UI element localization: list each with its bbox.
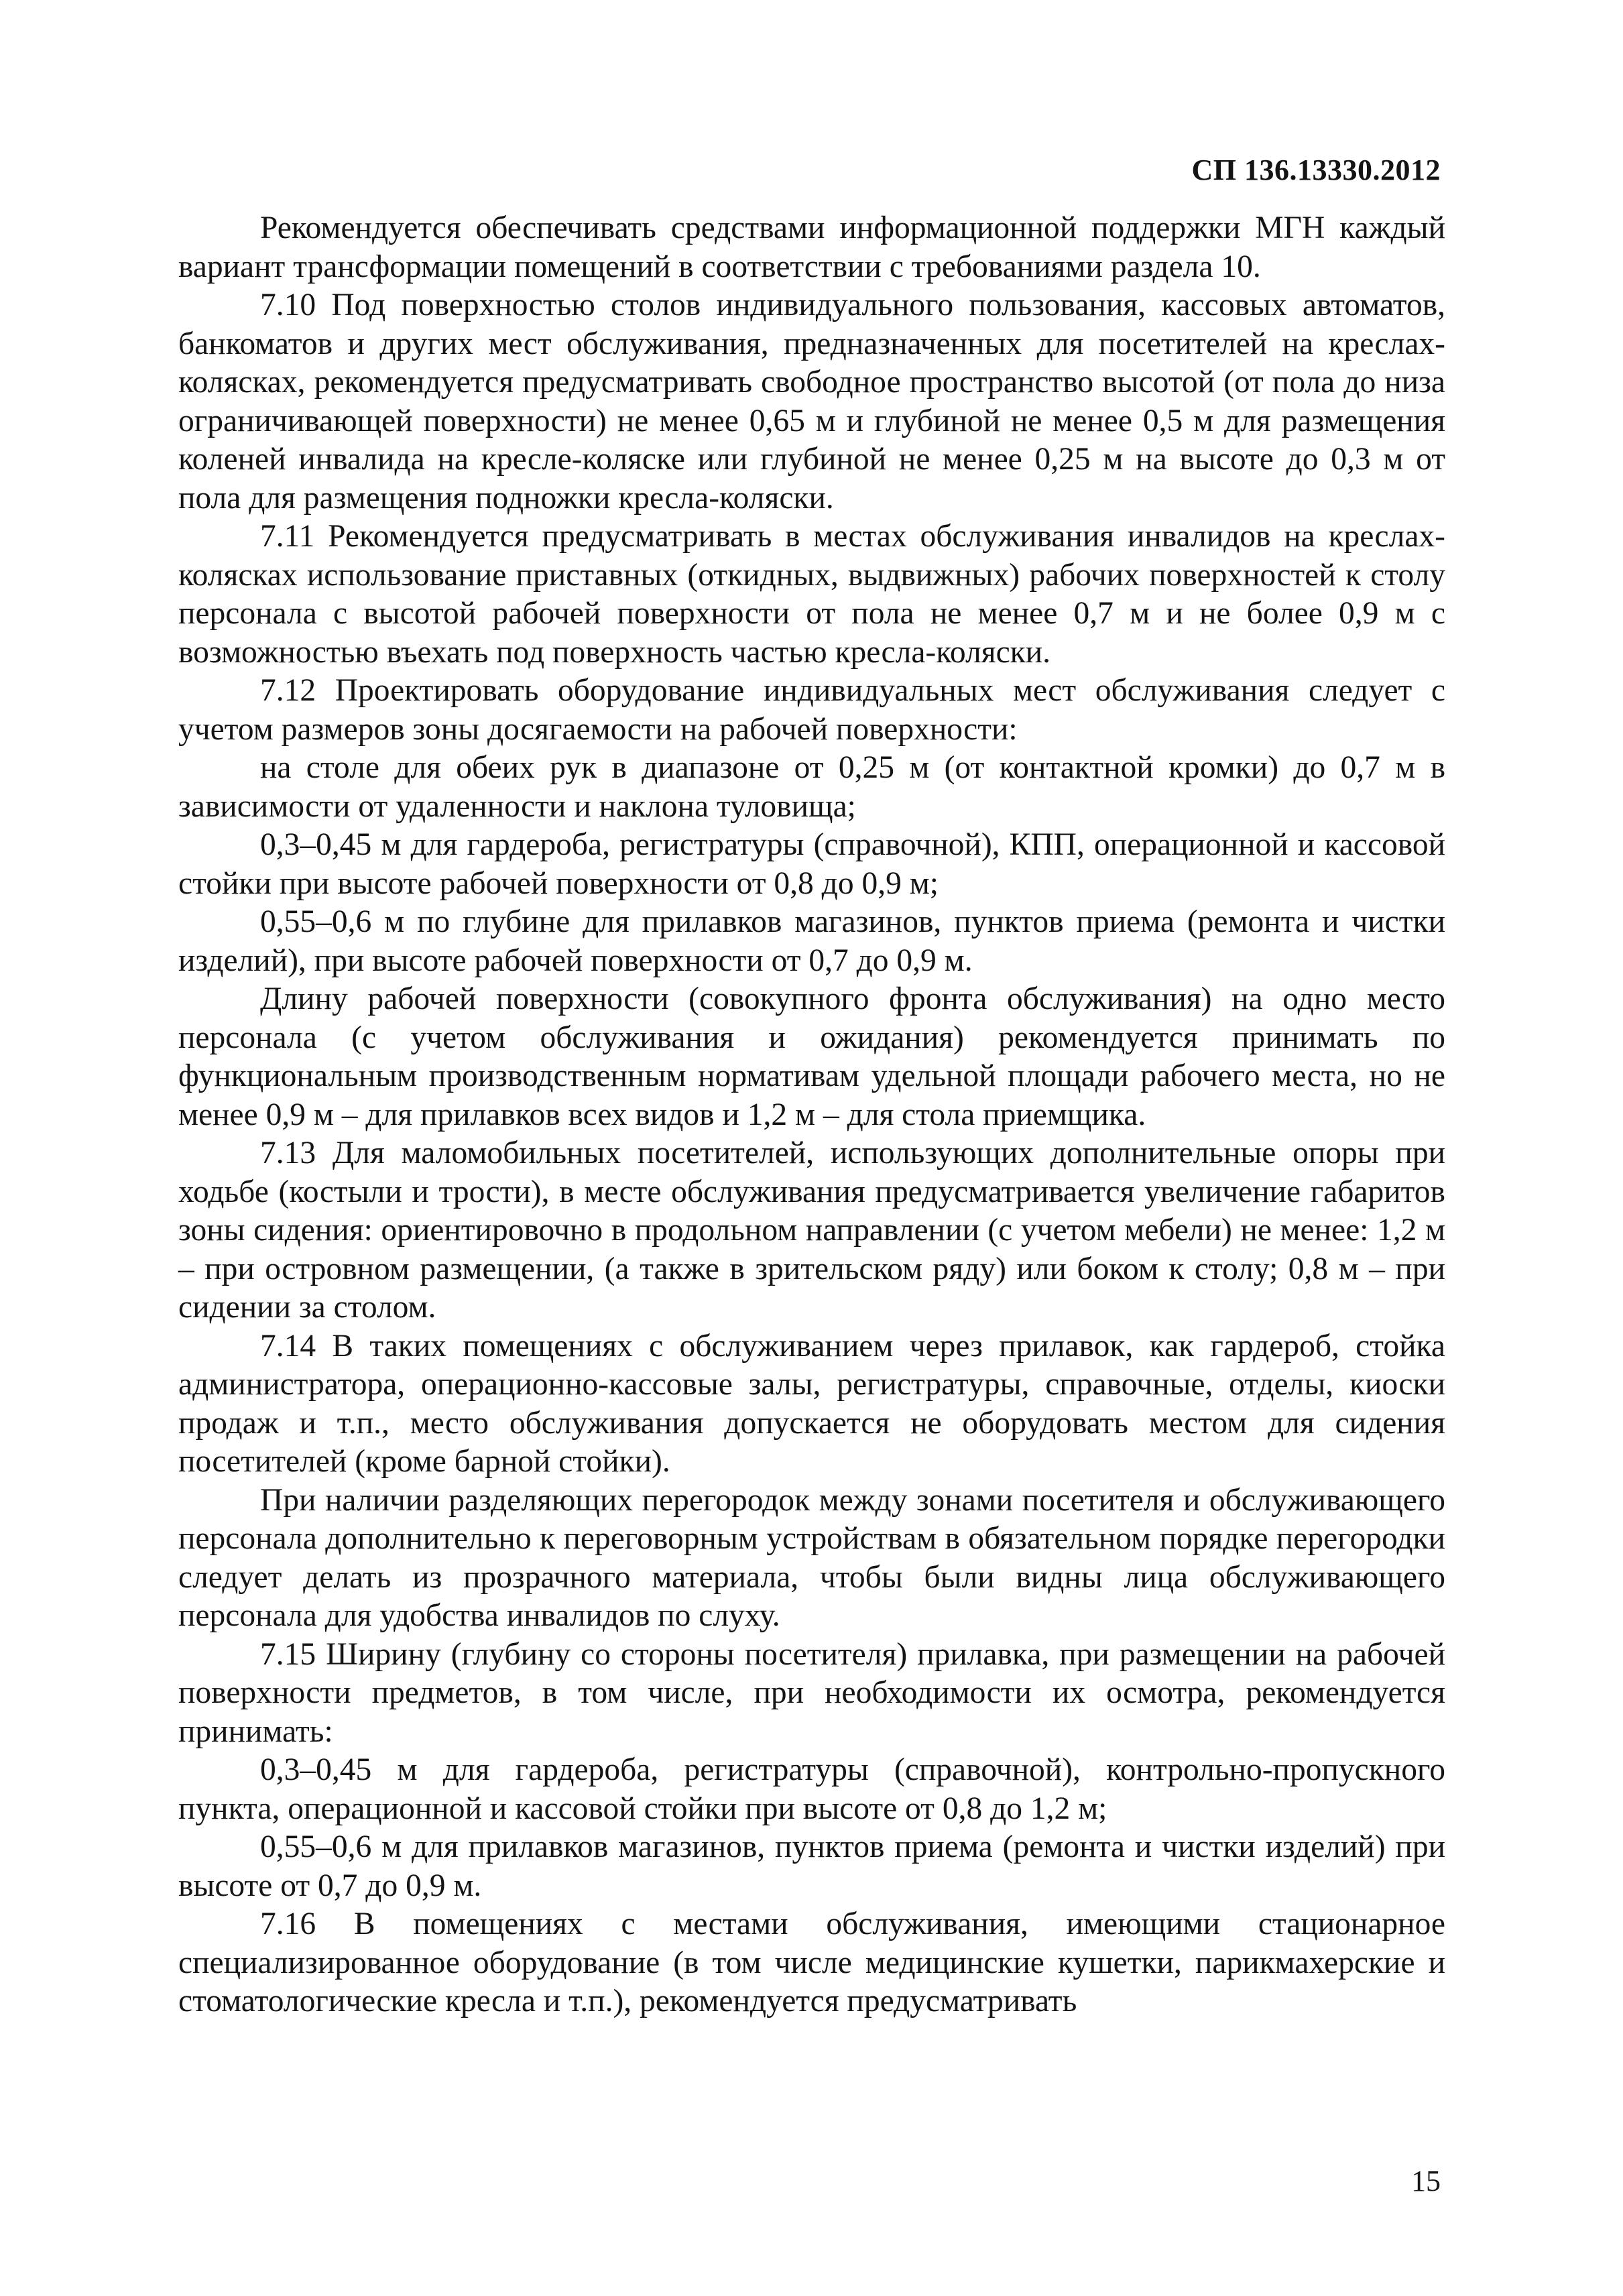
paragraph-7-16: 7.16 В помещениях с местами обслуживания, имеющими стационарное специализированное оборудование (в том числе медицинские кушетки, парикмахерские и стоматологические кресла и т.п.), рекомендуется предусматривать: [178, 1907, 1445, 2018]
paragraph: 0,3–0,45 м для гардероба, регистратуры (справочной), контрольно-пропускного пункта, операционной и кассовой стойки при высоте от 0,8 до 1,2 м;: [178, 1752, 1445, 1826]
paragraph: 0,55–0,6 м для прилавков магазинов, пунктов приема (ремонта и чистки изделий) при высоте от 0,7 до 0,9 м.: [178, 1829, 1445, 1903]
paragraph-7-10: 7.10 Под поверхностью столов индивидуального пользования, кассовых автоматов, банкоматов и других мест обслуживания, предназначенных для посетителей на креслах-колясках, рекомендуется предусматривать свободное пространство высотой (от пола до низа ограничивающей поверхности) не менее 0,65 м и глубиной не менее 0,5 м для размещения коленей инвалида на кресле-коляске или глубиной не менее 0,25 м на высоте до 0,3 м от пола для размещения подножки кресла-коляски.: [178, 288, 1445, 516]
paragraph: на столе для обеих рук в диапазоне от 0,25 м (от контактной кромки) до 0,7 м в зависимости от удаленности и наклона туловища;: [178, 750, 1445, 824]
paragraph: Рекомендуется обеспечивать средствами информационной поддержки МГН каждый вариант трансформации помещений в соответствии с требованиями раздела 10.: [178, 210, 1445, 284]
paragraph-7-14: 7.14 В таких помещениях с обслуживанием через прилавок, как гардероб, стойка администратора, операционно-кассовые залы, регистратуры, справочные, отделы, киоски продаж и т.п., место обслуживания допускается не оборудовать местом для сидения посетителей (кроме барной стойки).: [178, 1328, 1445, 1479]
paragraph: При наличии разделяющих перегородок между зонами посетителя и обслуживающего персонала дополнительно к переговорным устройствам в обязательном порядке перегородки следует делать из прозрачного материала, чтобы были видны лица обслуживающего персонала для удобства инвалидов по слуху.: [178, 1482, 1445, 1633]
document-code-header: СП 136.13330.2012: [1191, 154, 1441, 186]
paragraph: Длину рабочей поверхности (совокупного фронта обслуживания) на одно место персонала (с учетом обслуживания и ожидания) рекомендуется принимать по функциональным производственным нормативам удельной площади рабочего места, но не менее 0,9 м – для прилавков всех видов и 1,2 м – для стола приемщика.: [178, 981, 1445, 1132]
paragraph-7-11: 7.11 Рекомендуется предусматривать в местах обслуживания инвалидов на креслах-колясках использование приставных (откидных, выдвижных) рабочих поверхностей к столу персонала с высотой рабочей поверхности от пола не менее 0,7 м и не более 0,9 м с возможностью въехать под поверхность частью кресла-коляски.: [178, 519, 1445, 670]
page-number: 15: [1411, 2165, 1441, 2197]
paragraph-7-13: 7.13 Для маломобильных посетителей, использующих дополнительные опоры при ходьбе (костыли и трости), в месте обслуживания предусматривается увеличение габаритов зоны сидения: ориентировочно в продольном направлении (с учетом мебели) не менее: 1,2 м – при островном размещении, (а также в зрительском ряду) или боком к столу; 0,8 м – при сидении за столом.: [178, 1136, 1445, 1325]
paragraph: 0,3–0,45 м для гардероба, регистратуры (справочной), КПП, операционной и кассовой стойки при высоте рабочей поверхности от 0,8 до 0,9 м;: [178, 827, 1445, 901]
paragraph: 0,55–0,6 м по глубине для прилавков магазинов, пунктов приема (ремонта и чистки изделий), при высоте рабочей поверхности от 0,7 до 0,9 м.: [178, 904, 1445, 978]
paragraph-7-12: 7.12 Проектировать оборудование индивидуальных мест обслуживания следует с учетом размеров зоны досягаемости на рабочей поверхности:: [178, 673, 1445, 747]
paragraph-7-15: 7.15 Ширину (глубину со стороны посетителя) прилавка, при размещении на рабочей поверхности предметов, в том числе, при необходимости их осмотра, рекомендуется принимать:: [178, 1636, 1445, 1749]
body-text: [178, 209, 1445, 2021]
